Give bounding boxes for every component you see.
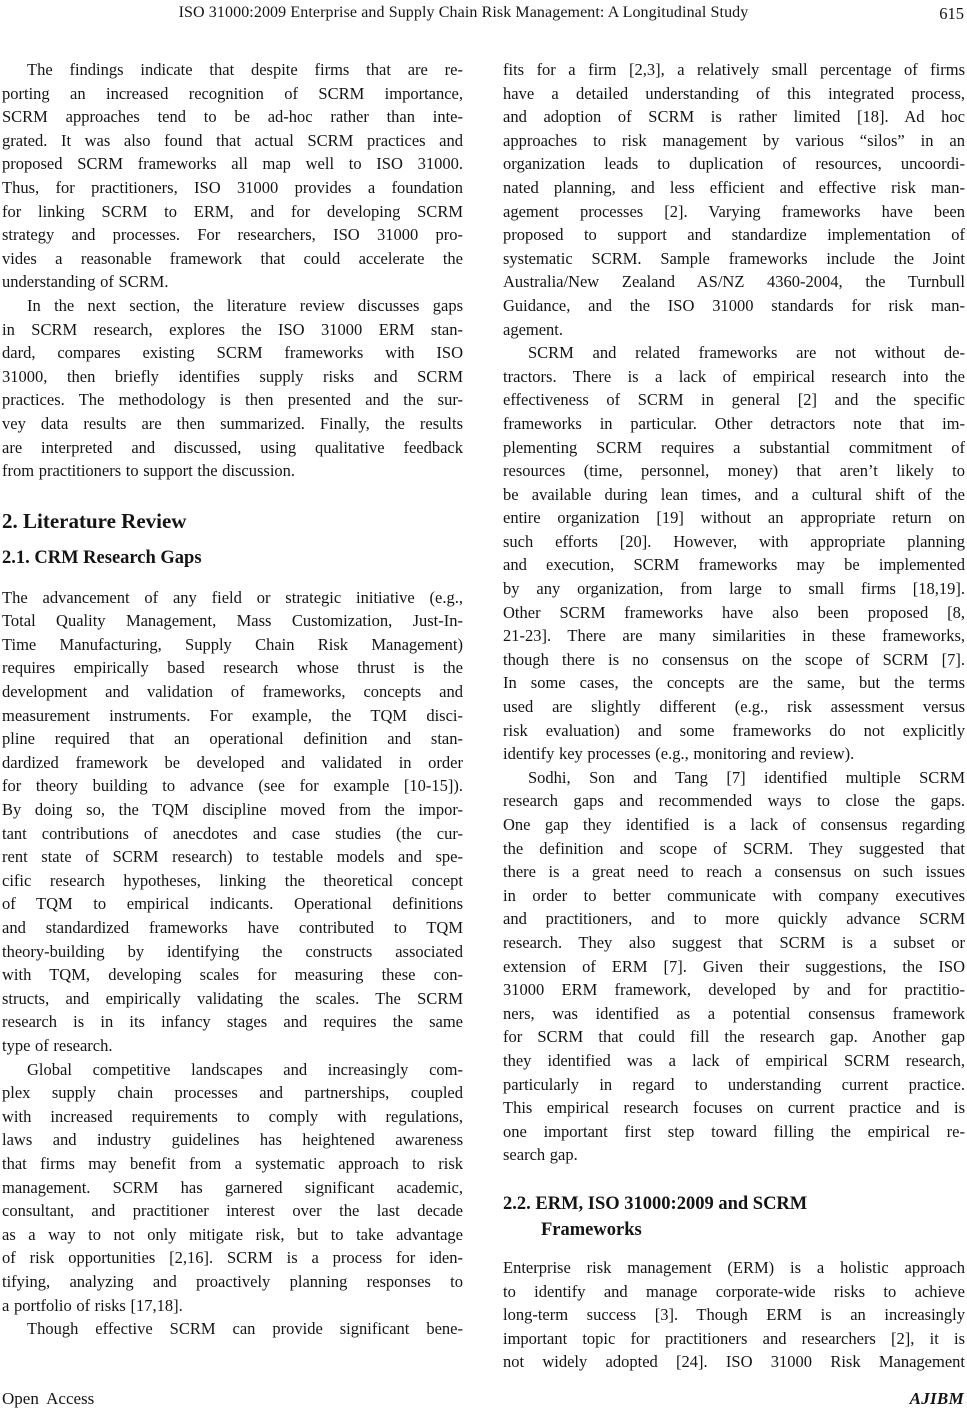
text-line: agement.: [503, 319, 564, 339]
text-line: from practitioners to support the discussion.: [2, 461, 296, 481]
running-title: ISO 31000:2009 Enterprise and Supply Chain Risk Management: A Longitudinal Study: [178, 4, 749, 21]
text-line: be available during lean times, and a cultural shift of the: [503, 484, 965, 504]
text-line: frameworks in particular. Other detractors note that im-: [503, 413, 965, 433]
text-line: in order to better communicate with company executives: [503, 885, 965, 905]
text-line: important topic for practitioners and researchers [2], it is: [503, 1328, 965, 1348]
text-line: 31000, then briefly identifies supply risks and SCRM: [2, 366, 463, 386]
text-line: there is a great need to reach a consensus on such issues: [503, 862, 965, 882]
text-line: laws and industry guidelines has heightened awareness: [2, 1130, 463, 1150]
text-line: strategy and processes. For researchers, ISO 31000 pro-: [2, 225, 463, 245]
text-line: for linking SCRM to ERM, and for developing SCRM: [2, 201, 463, 221]
text-line: they identified was a lack of empirical SCRM research,: [503, 1050, 965, 1070]
text-line: risk evaluation) and some frameworks do not explicitly: [503, 720, 965, 740]
text-line: In the next section, the literature review discusses gaps: [27, 295, 463, 315]
journal-abbreviation: AJIBM: [909, 1389, 964, 1408]
text-line: Global competitive landscapes and increasingly com-: [27, 1059, 463, 1079]
text-line: nated planning, and less efficient and effective risk man-: [503, 177, 965, 197]
text-line: tant contributions of anecdotes and case studies (the cur-: [2, 823, 463, 843]
text-line: the definition and scope of SCRM. They suggested that: [503, 838, 965, 858]
column-left: [2, 58, 463, 1374]
text-line: research. They also suggest that SCRM is a subset or: [503, 932, 965, 952]
text-line: type of research.: [2, 1035, 113, 1055]
text-line: The findings indicate that despite firms that are re-: [27, 60, 463, 79]
text-line: Australia/New Zealand AS/NZ 4360-2004, the Turnbull: [503, 272, 965, 292]
text-line: agement processes [2]. Varying frameworks have been: [503, 201, 965, 221]
text-line: Enterprise risk management (ERM) is a holistic approach: [503, 1257, 965, 1277]
text-line: By doing so, the TQM discipline moved from the impor-: [2, 800, 463, 820]
paragraph: [2, 1317, 463, 1341]
text-line: measurement instruments. For example, the TQM disci-: [2, 705, 463, 725]
text-line: are interpreted and discussed, using qualitative feedback: [2, 437, 463, 457]
text-line: used are slightly different (e.g., risk assessment versus: [503, 697, 965, 717]
text-line: ners, was identified as a potential consensus framework: [503, 1003, 965, 1023]
text-line: This empirical research focuses on current practice and is: [503, 1098, 965, 1118]
paragraph: [503, 341, 965, 766]
text-line: entire organization [19] without an appropriate return on: [503, 508, 965, 528]
text-line: resources (time, personnel, money) that aren’t likely to: [503, 461, 965, 481]
text-line: identify key processes (e.g., monitoring and review).: [503, 744, 855, 764]
text-line: plex supply chain processes and partnerships, coupled: [2, 1083, 463, 1103]
text-line: research gaps and recommended ways to close the gaps.: [503, 791, 965, 811]
text-line: vey data results are then summarized. Finally, the results: [2, 413, 463, 433]
heading-line: 2.2. ERM, ISO 31000:2009 and SCRM: [503, 1193, 808, 1214]
text-line: effectiveness of SCRM in general [2] and the specific: [503, 390, 965, 410]
text-line: consultant, and practitioner interest over the last decade: [2, 1201, 463, 1221]
text-line: In some cases, the concepts are the same, but the terms: [503, 673, 965, 693]
subsection-heading: [503, 1191, 965, 1243]
heading-line: Frameworks: [541, 1219, 642, 1240]
paragraph: [2, 1058, 463, 1318]
text-line: by any organization, from large to small firms [18,19].: [503, 579, 965, 599]
text-line: Total Quality Management, Mass Customization, Just-In-: [2, 611, 463, 631]
text-line: structs, and empirically validating the scales. The SCRM: [2, 988, 463, 1008]
text-line: systematic SCRM. Sample frameworks include the Joint: [503, 248, 965, 268]
text-line: as a way to not only mitigate risk, but to take advantage: [2, 1224, 463, 1244]
text-line: plementing SCRM requires a substantial commitment of: [503, 437, 965, 457]
text-line: pline required that an operational definition and stan-: [2, 729, 463, 749]
paragraph: [503, 766, 965, 1167]
section-heading: [2, 507, 463, 535]
text-line: particularly in regard to understanding current practice.: [503, 1074, 965, 1094]
text-line: and execution, SCRM frameworks may be implemented: [503, 555, 965, 575]
text-line: fits for a firm [2,3], a relatively small percentage of firms: [503, 60, 965, 79]
heading-line: 2.1. CRM Research Gaps: [2, 547, 202, 568]
paragraph: [2, 586, 463, 1058]
text-line: Other SCRM frameworks have also been proposed [8,: [503, 602, 965, 622]
text-line: 31000 ERM framework, developed by and for practitio-: [503, 980, 965, 1000]
text-line: with TQM, developing scales for measuring these con-: [2, 965, 463, 985]
text-line: proposed SCRM frameworks all map well to ISO 31000.: [2, 154, 463, 174]
text-line: extension of ERM [7]. Given their suggestions, the ISO: [503, 956, 965, 976]
open-access-label: Open Access: [2, 1389, 95, 1408]
text-line: grated. It was also found that actual SCRM practices and: [2, 130, 463, 150]
text-line: and adoption of SCRM is rather limited [18]. Ad hoc: [503, 107, 965, 127]
heading-line: 2. Literature Review: [2, 508, 187, 533]
text-line: search gap.: [503, 1145, 578, 1165]
text-line: organization leads to duplication of resources, uncoordi-: [503, 154, 965, 174]
text-line: research is in its infancy stages and requires the same: [2, 1012, 463, 1032]
text-line: management. SCRM has garnered significant academic,: [2, 1177, 463, 1197]
text-line: in SCRM research, explores the ISO 31000 ERM stan-: [2, 319, 463, 339]
paragraph: [2, 58, 463, 294]
text-line: for SCRM that could fill the research gap. Another gap: [503, 1027, 965, 1047]
text-line: theory-building by identifying the constructs associated: [2, 941, 463, 961]
subsection-heading: [2, 545, 463, 571]
text-line: for theory building to advance (see for example [10-15]).: [2, 776, 463, 796]
text-line: requires empirically based research whose thrust is the: [2, 658, 463, 678]
text-line: such efforts [20]. However, with appropriate planning: [503, 531, 965, 551]
text-line: and standardized frameworks have contributed to TQM: [2, 918, 463, 937]
text-line: to identify and manage corporate-wide risks to achieve: [503, 1281, 965, 1301]
text-line: understanding of SCRM.: [2, 272, 169, 292]
text-line: though there is no consensus on the scope of SCRM [7].: [503, 649, 965, 669]
text-line: development and validation of frameworks, concepts and: [2, 682, 463, 702]
text-line: Guidance, and the ISO 31000 standards for risk man-: [503, 295, 965, 315]
text-line: and practitioners, and to more quickly advance SCRM: [503, 909, 965, 929]
two-column-body: [2, 58, 965, 1374]
text-line: dard, compares existing SCRM frameworks with ISO: [2, 343, 463, 363]
text-line: tifying, analyzing and proactively planning responses to: [2, 1271, 463, 1291]
text-line: porting an increased recognition of SCRM importance,: [2, 83, 463, 103]
running-header: [2, 4, 965, 26]
text-line: practices. The methodology is then presented and the sur-: [2, 390, 463, 410]
running-footer: [2, 1387, 965, 1409]
text-line: of TQM to empirical indicants. Operational definitions: [2, 894, 463, 914]
text-line: not widely adopted [24]. ISO 31000 Risk Management: [503, 1352, 965, 1372]
text-line: of risk opportunities [2,16]. SCRM is a process for iden-: [2, 1248, 463, 1268]
text-line: that firms may benefit from a systematic approach to risk: [2, 1153, 463, 1173]
text-line: one important first step toward filling the empirical re-: [503, 1121, 965, 1141]
text-line: have a detailed understanding of this integrated process,: [503, 83, 965, 103]
text-line: Though effective SCRM can provide significant bene-: [27, 1319, 463, 1339]
text-line: proposed to support and standardize implementation of: [503, 225, 965, 245]
text-line: SCRM and related frameworks are not without de-: [528, 343, 965, 363]
text-line: tractors. There is a lack of empirical research into the: [503, 366, 965, 386]
text-line: One gap they identified is a lack of consensus regarding: [503, 815, 965, 834]
paragraph: [2, 294, 463, 483]
text-line: SCRM approaches tend to be ad-hoc rather than inte-: [2, 107, 463, 127]
text-line: vides a reasonable framework that could accelerate the: [2, 248, 463, 268]
text-line: The advancement of any field or strategic initiative (e.g.,: [2, 587, 463, 607]
paragraph: [503, 1256, 965, 1374]
text-line: dardized framework be developed and validated in order: [2, 752, 463, 772]
text-line: Time Manufacturing, Supply Chain Risk Management): [2, 634, 463, 654]
text-line: with increased requirements to comply with regulations,: [2, 1106, 463, 1126]
text-line: cific research hypotheses, linking the theoretical concept: [2, 870, 463, 890]
column-right: [503, 58, 965, 1374]
paragraph: [503, 58, 965, 341]
text-line: 21-23]. There are many similarities in these frameworks,: [503, 626, 965, 646]
text-line: approaches to risk management by various “silos” in an: [503, 130, 965, 150]
text-line: rent state of SCRM research) to testable models and spe-: [2, 847, 463, 867]
text-line: Thus, for practitioners, ISO 31000 provides a foundation: [2, 177, 463, 197]
page-number: 615: [939, 4, 964, 23]
text-line: Sodhi, Son and Tang [7] identified multiple SCRM: [528, 767, 965, 787]
text-line: a portfolio of risks [17,18].: [2, 1295, 183, 1315]
text-line: long-term success [3]. Though ERM is an increasingly: [503, 1305, 965, 1325]
